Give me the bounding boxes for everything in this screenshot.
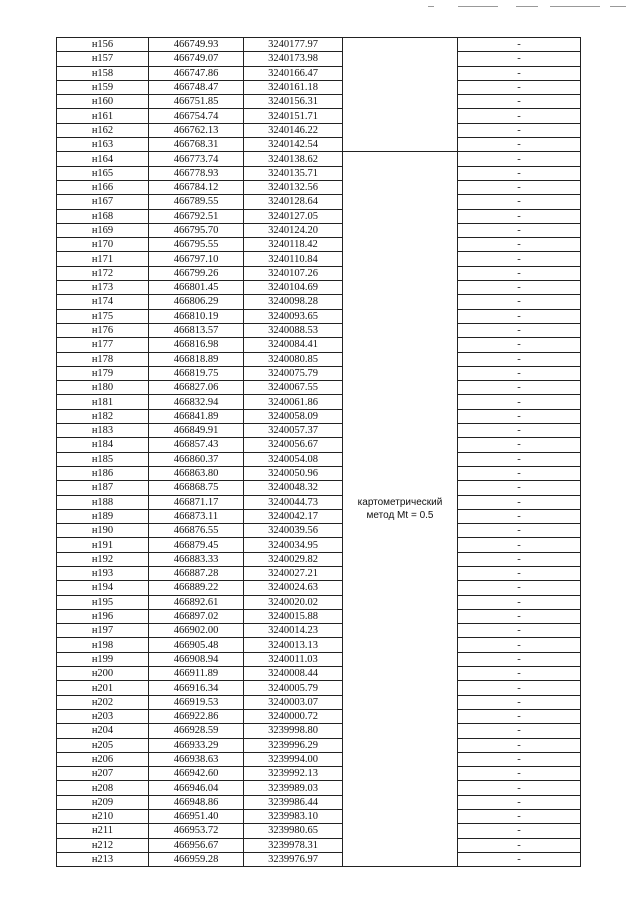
point-name-cell: н197: [57, 624, 149, 638]
table-row: [57, 223, 581, 237]
y-coordinate-cell: 3240177.97: [244, 38, 343, 52]
dash-cell: -: [458, 80, 581, 94]
table-row: [57, 652, 581, 666]
y-coordinate-cell: 3240098.28: [244, 295, 343, 309]
point-name-cell: н162: [57, 123, 149, 137]
x-coordinate-cell: 466933.29: [149, 738, 244, 752]
x-coordinate-cell: 466873.11: [149, 509, 244, 523]
point-name-cell: н194: [57, 581, 149, 595]
table-row: [57, 209, 581, 223]
x-coordinate-cell: 466832.94: [149, 395, 244, 409]
y-coordinate-cell: 3239978.31: [244, 838, 343, 852]
dash-cell: -: [458, 366, 581, 380]
table-row: [57, 509, 581, 523]
x-coordinate-cell: 466887.28: [149, 566, 244, 580]
point-name-cell: н158: [57, 66, 149, 80]
table-row: [57, 295, 581, 309]
x-coordinate-cell: 466810.19: [149, 309, 244, 323]
dash-cell: -: [458, 109, 581, 123]
scan-edge-marks: [420, 0, 630, 12]
y-coordinate-cell: 3240054.08: [244, 452, 343, 466]
y-coordinate-cell: 3240005.79: [244, 681, 343, 695]
y-coordinate-cell: 3240027.21: [244, 566, 343, 580]
dash-cell: -: [458, 180, 581, 194]
dash-cell: -: [458, 781, 581, 795]
x-coordinate-cell: 466754.74: [149, 109, 244, 123]
point-name-cell: н204: [57, 724, 149, 738]
table-row: [57, 123, 581, 137]
table-row: [57, 838, 581, 852]
y-coordinate-cell: 3240093.65: [244, 309, 343, 323]
y-coordinate-cell: 3240061.86: [244, 395, 343, 409]
x-coordinate-cell: 466863.80: [149, 466, 244, 480]
y-coordinate-cell: 3239989.03: [244, 781, 343, 795]
y-coordinate-cell: 3239986.44: [244, 795, 343, 809]
point-name-cell: н175: [57, 309, 149, 323]
dash-cell: -: [458, 95, 581, 109]
x-coordinate-cell: 466953.72: [149, 824, 244, 838]
table-row: [57, 309, 581, 323]
point-name-cell: н192: [57, 552, 149, 566]
table-row: [57, 767, 581, 781]
dash-cell: -: [458, 238, 581, 252]
dash-cell: -: [458, 709, 581, 723]
y-coordinate-cell: 3240138.62: [244, 152, 343, 166]
dash-cell: -: [458, 566, 581, 580]
y-coordinate-cell: 3240044.73: [244, 495, 343, 509]
dash-cell: -: [458, 338, 581, 352]
table-row: [57, 638, 581, 652]
table-row: [57, 738, 581, 752]
point-name-cell: н163: [57, 138, 149, 152]
x-coordinate-cell: 466747.86: [149, 66, 244, 80]
y-coordinate-cell: 3240118.42: [244, 238, 343, 252]
y-coordinate-cell: 3240161.18: [244, 80, 343, 94]
dash-cell: -: [458, 295, 581, 309]
table-row: [57, 66, 581, 80]
y-coordinate-cell: 3240124.20: [244, 223, 343, 237]
dash-cell: -: [458, 824, 581, 838]
x-coordinate-cell: 466871.17: [149, 495, 244, 509]
table-row: [57, 395, 581, 409]
x-coordinate-cell: 466868.75: [149, 481, 244, 495]
dash-cell: -: [458, 66, 581, 80]
point-name-cell: н203: [57, 709, 149, 723]
y-coordinate-cell: 3240008.44: [244, 667, 343, 681]
x-coordinate-cell: 466919.53: [149, 695, 244, 709]
x-coordinate-cell: 466922.86: [149, 709, 244, 723]
dash-cell: -: [458, 223, 581, 237]
x-coordinate-cell: 466946.04: [149, 781, 244, 795]
dash-cell: -: [458, 152, 581, 166]
x-coordinate-cell: 466942.60: [149, 767, 244, 781]
x-coordinate-cell: 466789.55: [149, 195, 244, 209]
dash-cell: -: [458, 767, 581, 781]
table-row: [57, 424, 581, 438]
dash-cell: -: [458, 524, 581, 538]
point-name-cell: н171: [57, 252, 149, 266]
method-cell-top: [343, 38, 458, 152]
y-coordinate-cell: 3240166.47: [244, 66, 343, 80]
y-coordinate-cell: 3240058.09: [244, 409, 343, 423]
table-row: [57, 352, 581, 366]
table-row: [57, 852, 581, 866]
table-row: [57, 609, 581, 623]
point-name-cell: н210: [57, 810, 149, 824]
x-coordinate-cell: 466778.93: [149, 166, 244, 180]
table-row: [57, 80, 581, 94]
point-name-cell: н179: [57, 366, 149, 380]
y-coordinate-cell: 3240107.26: [244, 266, 343, 280]
point-name-cell: н165: [57, 166, 149, 180]
dash-cell: -: [458, 38, 581, 52]
x-coordinate-cell: 466876.55: [149, 524, 244, 538]
table-row: [57, 495, 581, 509]
point-name-cell: н157: [57, 52, 149, 66]
table-row: [57, 724, 581, 738]
x-coordinate-cell: 466749.93: [149, 38, 244, 52]
table-row: [57, 752, 581, 766]
y-coordinate-cell: 3240042.17: [244, 509, 343, 523]
table-row: [57, 180, 581, 194]
x-coordinate-cell: 466841.89: [149, 409, 244, 423]
dash-cell: -: [458, 595, 581, 609]
y-coordinate-cell: 3240034.95: [244, 538, 343, 552]
dash-cell: -: [458, 652, 581, 666]
dash-cell: -: [458, 624, 581, 638]
point-name-cell: н161: [57, 109, 149, 123]
dash-cell: -: [458, 452, 581, 466]
dash-cell: -: [458, 495, 581, 509]
dash-cell: -: [458, 138, 581, 152]
table-row: [57, 481, 581, 495]
y-coordinate-cell: 3239998.80: [244, 724, 343, 738]
x-coordinate-cell: 466908.94: [149, 652, 244, 666]
table-row: [57, 595, 581, 609]
table-row: [57, 552, 581, 566]
y-coordinate-cell: 3240039.56: [244, 524, 343, 538]
x-coordinate-cell: 466948.86: [149, 795, 244, 809]
point-name-cell: н213: [57, 852, 149, 866]
point-name-cell: н209: [57, 795, 149, 809]
point-name-cell: н199: [57, 652, 149, 666]
y-coordinate-cell: 3240151.71: [244, 109, 343, 123]
dash-cell: -: [458, 438, 581, 452]
table-row: [57, 338, 581, 352]
dash-cell: -: [458, 852, 581, 866]
point-name-cell: н212: [57, 838, 149, 852]
y-coordinate-cell: 3240084.41: [244, 338, 343, 352]
point-name-cell: н160: [57, 95, 149, 109]
point-name-cell: н188: [57, 495, 149, 509]
y-coordinate-cell: 3240135.71: [244, 166, 343, 180]
table-row: [57, 38, 581, 52]
point-name-cell: н168: [57, 209, 149, 223]
table-row: [57, 195, 581, 209]
dash-cell: -: [458, 838, 581, 852]
x-coordinate-cell: 466784.12: [149, 180, 244, 194]
dash-cell: -: [458, 609, 581, 623]
point-name-cell: н164: [57, 152, 149, 166]
dash-cell: -: [458, 481, 581, 495]
method-cell: [343, 152, 458, 867]
dash-cell: -: [458, 309, 581, 323]
table-row: [57, 366, 581, 380]
table-row: [57, 810, 581, 824]
y-coordinate-cell: 3239996.29: [244, 738, 343, 752]
point-name-cell: н170: [57, 238, 149, 252]
x-coordinate-cell: 466799.26: [149, 266, 244, 280]
y-coordinate-cell: 3240132.56: [244, 180, 343, 194]
y-coordinate-cell: 3240020.02: [244, 595, 343, 609]
x-coordinate-cell: 466849.91: [149, 424, 244, 438]
dash-cell: -: [458, 752, 581, 766]
dash-cell: -: [458, 738, 581, 752]
dash-cell: -: [458, 352, 581, 366]
y-coordinate-cell: 3239976.97: [244, 852, 343, 866]
y-coordinate-cell: 3240075.79: [244, 366, 343, 380]
table-row: [57, 709, 581, 723]
x-coordinate-cell: 466801.45: [149, 281, 244, 295]
point-name-cell: н172: [57, 266, 149, 280]
point-name-cell: н186: [57, 466, 149, 480]
table-row: [57, 438, 581, 452]
point-name-cell: н202: [57, 695, 149, 709]
x-coordinate-cell: 466956.67: [149, 838, 244, 852]
table-row: [57, 138, 581, 152]
table-row: [57, 381, 581, 395]
table-row: [57, 323, 581, 337]
dash-cell: -: [458, 52, 581, 66]
x-coordinate-cell: 466905.48: [149, 638, 244, 652]
point-name-cell: н182: [57, 409, 149, 423]
table-row: [57, 281, 581, 295]
table-row: [57, 238, 581, 252]
y-coordinate-cell: 3240110.84: [244, 252, 343, 266]
x-coordinate-cell: 466768.31: [149, 138, 244, 152]
coordinates-table: [56, 37, 581, 867]
dash-cell: -: [458, 166, 581, 180]
point-name-cell: н198: [57, 638, 149, 652]
table-row: [57, 152, 581, 166]
x-coordinate-cell: 466792.51: [149, 209, 244, 223]
dash-cell: -: [458, 381, 581, 395]
dash-cell: -: [458, 252, 581, 266]
table-row: [57, 266, 581, 280]
y-coordinate-cell: 3239980.65: [244, 824, 343, 838]
x-coordinate-cell: 466883.33: [149, 552, 244, 566]
table-row: [57, 524, 581, 538]
point-name-cell: н191: [57, 538, 149, 552]
point-name-cell: н205: [57, 738, 149, 752]
y-coordinate-cell: 3240104.69: [244, 281, 343, 295]
table-row: [57, 95, 581, 109]
point-name-cell: н184: [57, 438, 149, 452]
y-coordinate-cell: 3240011.03: [244, 652, 343, 666]
point-name-cell: н167: [57, 195, 149, 209]
y-coordinate-cell: 3240024.63: [244, 581, 343, 595]
dash-cell: -: [458, 195, 581, 209]
y-coordinate-cell: 3240056.67: [244, 438, 343, 452]
dash-cell: -: [458, 795, 581, 809]
x-coordinate-cell: 466748.47: [149, 80, 244, 94]
x-coordinate-cell: 466806.29: [149, 295, 244, 309]
y-coordinate-cell: 3240146.22: [244, 123, 343, 137]
y-coordinate-cell: 3240067.55: [244, 381, 343, 395]
point-name-cell: н206: [57, 752, 149, 766]
dash-cell: -: [458, 409, 581, 423]
table-row: [57, 581, 581, 595]
x-coordinate-cell: 466795.70: [149, 223, 244, 237]
dash-cell: -: [458, 281, 581, 295]
point-name-cell: н176: [57, 323, 149, 337]
dash-cell: -: [458, 424, 581, 438]
x-coordinate-cell: 466819.75: [149, 366, 244, 380]
table-row: [57, 795, 581, 809]
point-name-cell: н181: [57, 395, 149, 409]
dash-cell: -: [458, 538, 581, 552]
x-coordinate-cell: 466951.40: [149, 810, 244, 824]
y-coordinate-cell: 3240015.88: [244, 609, 343, 623]
dash-cell: -: [458, 724, 581, 738]
table-row: [57, 566, 581, 580]
coordinates-table-body: [57, 38, 581, 867]
table-row: [57, 52, 581, 66]
point-name-cell: н190: [57, 524, 149, 538]
point-name-cell: н195: [57, 595, 149, 609]
table-row: [57, 409, 581, 423]
table-row: [57, 781, 581, 795]
x-coordinate-cell: 466902.00: [149, 624, 244, 638]
x-coordinate-cell: 466897.02: [149, 609, 244, 623]
table-row: [57, 624, 581, 638]
dash-cell: -: [458, 395, 581, 409]
dash-cell: -: [458, 667, 581, 681]
dash-cell: -: [458, 209, 581, 223]
dash-cell: -: [458, 581, 581, 595]
y-coordinate-cell: 3240050.96: [244, 466, 343, 480]
y-coordinate-cell: 3240128.64: [244, 195, 343, 209]
x-coordinate-cell: 466762.13: [149, 123, 244, 137]
table-row: [57, 824, 581, 838]
y-coordinate-cell: 3240000.72: [244, 709, 343, 723]
table-row: [57, 109, 581, 123]
x-coordinate-cell: 466857.43: [149, 438, 244, 452]
y-coordinate-cell: 3239992.13: [244, 767, 343, 781]
point-name-cell: н193: [57, 566, 149, 580]
x-coordinate-cell: 466889.22: [149, 581, 244, 595]
x-coordinate-cell: 466892.61: [149, 595, 244, 609]
point-name-cell: н201: [57, 681, 149, 695]
y-coordinate-cell: 3240014.23: [244, 624, 343, 638]
y-coordinate-cell: 3240156.31: [244, 95, 343, 109]
dash-cell: -: [458, 810, 581, 824]
point-name-cell: н174: [57, 295, 149, 309]
method-label-line2: метод Mt = 0.5: [366, 510, 434, 522]
point-name-cell: н211: [57, 824, 149, 838]
point-name-cell: н208: [57, 781, 149, 795]
x-coordinate-cell: 466928.59: [149, 724, 244, 738]
y-coordinate-cell: 3240142.54: [244, 138, 343, 152]
point-name-cell: н196: [57, 609, 149, 623]
x-coordinate-cell: 466797.10: [149, 252, 244, 266]
table-row: [57, 252, 581, 266]
x-coordinate-cell: 466879.45: [149, 538, 244, 552]
dash-cell: -: [458, 681, 581, 695]
y-coordinate-cell: 3239983.10: [244, 810, 343, 824]
point-name-cell: н177: [57, 338, 149, 352]
y-coordinate-cell: 3240088.53: [244, 323, 343, 337]
x-coordinate-cell: 466911.89: [149, 667, 244, 681]
x-coordinate-cell: 466749.07: [149, 52, 244, 66]
y-coordinate-cell: 3239994.00: [244, 752, 343, 766]
table-row: [57, 681, 581, 695]
point-name-cell: н159: [57, 80, 149, 94]
dash-cell: -: [458, 123, 581, 137]
dash-cell: -: [458, 466, 581, 480]
table-row: [57, 466, 581, 480]
x-coordinate-cell: 466813.57: [149, 323, 244, 337]
dash-cell: -: [458, 638, 581, 652]
y-coordinate-cell: 3240003.07: [244, 695, 343, 709]
point-name-cell: н173: [57, 281, 149, 295]
dash-cell: -: [458, 323, 581, 337]
point-name-cell: н189: [57, 509, 149, 523]
x-coordinate-cell: 466959.28: [149, 852, 244, 866]
point-name-cell: н156: [57, 38, 149, 52]
x-coordinate-cell: 466816.98: [149, 338, 244, 352]
x-coordinate-cell: 466916.34: [149, 681, 244, 695]
y-coordinate-cell: 3240029.82: [244, 552, 343, 566]
dash-cell: -: [458, 509, 581, 523]
method-label-line1: картометрический: [357, 497, 443, 509]
y-coordinate-cell: 3240080.85: [244, 352, 343, 366]
y-coordinate-cell: 3240173.98: [244, 52, 343, 66]
table-row: [57, 667, 581, 681]
table-row: [57, 166, 581, 180]
dash-cell: -: [458, 266, 581, 280]
point-name-cell: н178: [57, 352, 149, 366]
x-coordinate-cell: 466860.37: [149, 452, 244, 466]
x-coordinate-cell: 466795.55: [149, 238, 244, 252]
y-coordinate-cell: 3240057.37: [244, 424, 343, 438]
dash-cell: -: [458, 552, 581, 566]
x-coordinate-cell: 466818.89: [149, 352, 244, 366]
point-name-cell: н169: [57, 223, 149, 237]
table-row: [57, 452, 581, 466]
point-name-cell: н200: [57, 667, 149, 681]
point-name-cell: н180: [57, 381, 149, 395]
table-row: [57, 538, 581, 552]
x-coordinate-cell: 466938.63: [149, 752, 244, 766]
point-name-cell: н187: [57, 481, 149, 495]
point-name-cell: н166: [57, 180, 149, 194]
x-coordinate-cell: 466751.85: [149, 95, 244, 109]
y-coordinate-cell: 3240013.13: [244, 638, 343, 652]
dash-cell: -: [458, 695, 581, 709]
table-row: [57, 695, 581, 709]
point-name-cell: н183: [57, 424, 149, 438]
point-name-cell: н207: [57, 767, 149, 781]
point-name-cell: н185: [57, 452, 149, 466]
y-coordinate-cell: 3240127.05: [244, 209, 343, 223]
x-coordinate-cell: 466773.74: [149, 152, 244, 166]
y-coordinate-cell: 3240048.32: [244, 481, 343, 495]
x-coordinate-cell: 466827.06: [149, 381, 244, 395]
